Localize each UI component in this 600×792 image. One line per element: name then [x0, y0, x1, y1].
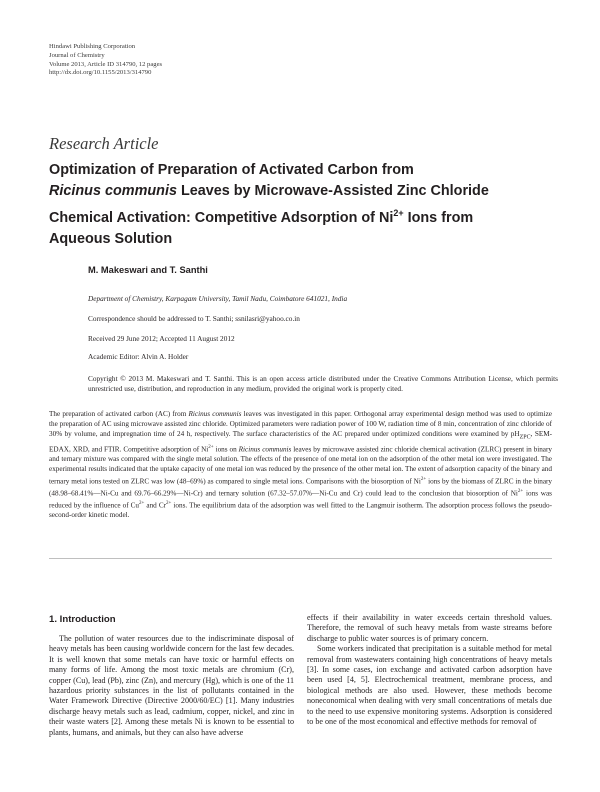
intro-paragraph-1: The pollution of water resources due to the indiscriminate disposal of heavy metals has been causing worldwide concern for the last few decades. It is well known that some metals can have toxic or harmful effects on many forms of life. Among the most toxic metals are chromium (Cr), copper (Cu), lead (Pb), zinc (Zn), and mercury (Hg), which is one of the 11 hazardous priority substances in the list of pollutants contained in the Water Framework Directive (Directive 2000/60/EC) [1]. Many industries discharge heavy metals such as lead, cadmium, copper, nickel, and zinc in their waste waters [2]. Among these metals Ni is known to be essential to plants, humans, and animals, but they can also have adverse [49, 634, 294, 737]
title-line-3 [49, 203, 569, 229]
abstract-text: , SEM-EDAX, XRD, and FTIR. Competitive adsorption of Ni [49, 429, 552, 454]
title-superscript: 2+ [393, 207, 404, 218]
abstract-species: Ricinus communis [238, 445, 292, 454]
left-column [49, 634, 294, 738]
abstract-text: ions was reduced by the influence of Cu [49, 489, 552, 510]
academic-editor: Academic Editor: Alvin A. Holder [88, 352, 189, 361]
abstract-text: and Cr [144, 501, 167, 510]
section-heading: 1. Introduction [49, 614, 116, 625]
abstract-text: The preparation of activated carbon (AC) from [49, 410, 189, 418]
title-line-3-pre: Chemical Activation: Competitive Adsorption of Ni [49, 209, 394, 226]
doi-link[interactable]: http://dx.doi.org/10.1155/2013/314790 [49, 69, 152, 77]
right-column [307, 613, 552, 727]
abstract-species: Ricinus communis [188, 410, 242, 418]
title-line-2 [49, 181, 569, 202]
article-title [49, 160, 569, 250]
intro-paragraph-2: Some workers indicated that precipitation is a suitable method for metal removal from wastewaters containing high concentrations of heavy metals [3]. In some cases, ion exchange and activated carbon adsorption have been used [4, 5]. Electrochemical treatment, membrane process, and biological methods are also used. However, these methods become noneconomical when dealing with very small concentrations of metals due to the need to use expensive monitoring systems. Adsorption is considered to be one of the most economical and effective methods for removal of [307, 644, 552, 727]
abstract [49, 410, 552, 521]
title-line-2-rest: Leaves by Microwave-Assisted Zinc Chloride [176, 183, 489, 200]
abstract-subscript: ZPC [519, 434, 531, 441]
abstract-superscript: 2+ [139, 500, 145, 506]
correspondence: Correspondence should be addressed to T. Santhi; ssnilasri@yahoo.co.in [88, 314, 300, 323]
title-species: Ricinus communis [49, 183, 177, 200]
article-dates: Received 29 June 2012; Accepted 11 August 2012 [88, 334, 235, 343]
abstract-text: ions by the biomass of ZLRC in the binary (48.98–68.41%—Ni-Cu and 69.76–66.29%—Ni-Cr) and ternary solution (67.32–57.07%—Ni-Cu and Cr) could lead to the conclusion that biosorption of Ni [49, 477, 552, 498]
affiliation: Department of Chemistry, Karpagam University, Tamil Nadu, Coimbatore 641021, India [88, 294, 348, 303]
article-type: Research Article [49, 134, 159, 153]
copyright-notice: Copyright © 2013 M. Makeswari and T. Santhi. This is an open access article distributed under the Creative Commons Attribution License, which permits unrestricted use, distribution, and reproduction in any medium, provided the original work is properly cited. [88, 374, 558, 393]
abstract-superscript: 2+ [208, 444, 214, 450]
section-divider [49, 558, 552, 559]
abstract-superscript: 2+ [166, 500, 172, 506]
title-line-1: Optimization of Preparation of Activated Carbon from [49, 162, 414, 178]
title-line-4: Aqueous Solution [49, 231, 173, 248]
title-line-3-post: Ions from [403, 209, 474, 226]
publisher: Hindawi Publishing Corporation [49, 43, 136, 50]
intro-paragraph-continued: effects if their availability in water exceeds certain threshold values. Therefore, the removal of such heavy metals from waste streams before discharge to public water sources is of primary concern. [307, 613, 552, 643]
abstract-text: ions. The equilibrium data of the adsorption was well fitted to the Langmuir isotherm. The adsorption process follows the pseudo-second-order kinetic model. [49, 501, 552, 520]
abstract-superscript: 2+ [420, 476, 427, 482]
journal-header [49, 43, 162, 78]
authors: M. Makeswari and T. Santhi [88, 265, 208, 275]
volume-info: Volume 2013, Article ID 314790, 12 pages [49, 60, 163, 68]
abstract-text: leaves was investigated in this paper. Orthogonal array experimental design method was used to optimize the preparation of AC using microwave assisted zinc chloride. Optimized parameters were radiation power of 100 W, radiation time of 8 min, concentration of zinc chloride of 30% by volume, and impregnation time of 24 h, respectively. The surface characteristics of the AC prepared under optimized conditions were examined by pH [49, 410, 552, 438]
abstract-text: leaves by microwave assisted zinc chloride chemical activation (ZLRC) present in binary and ternary mixture was compared with the single metal solution. The effects of the presence of one metal ion on the adsorption of the other metal ion were investigated. The experimental results indicated that the uptake capacity of one metal ion was reduced by the presence of the other metal ion. The extent of adsorption capacity of the binary and ternary metal ions tested on ZLRC was low (48–69%) as compared to single metal ions. Comparisons with the biosorption of Ni [49, 445, 552, 485]
abstract-superscript: 2+ [517, 488, 524, 494]
abstract-text: ions on [213, 445, 239, 454]
journal-name: Journal of Chemistry [49, 51, 105, 59]
